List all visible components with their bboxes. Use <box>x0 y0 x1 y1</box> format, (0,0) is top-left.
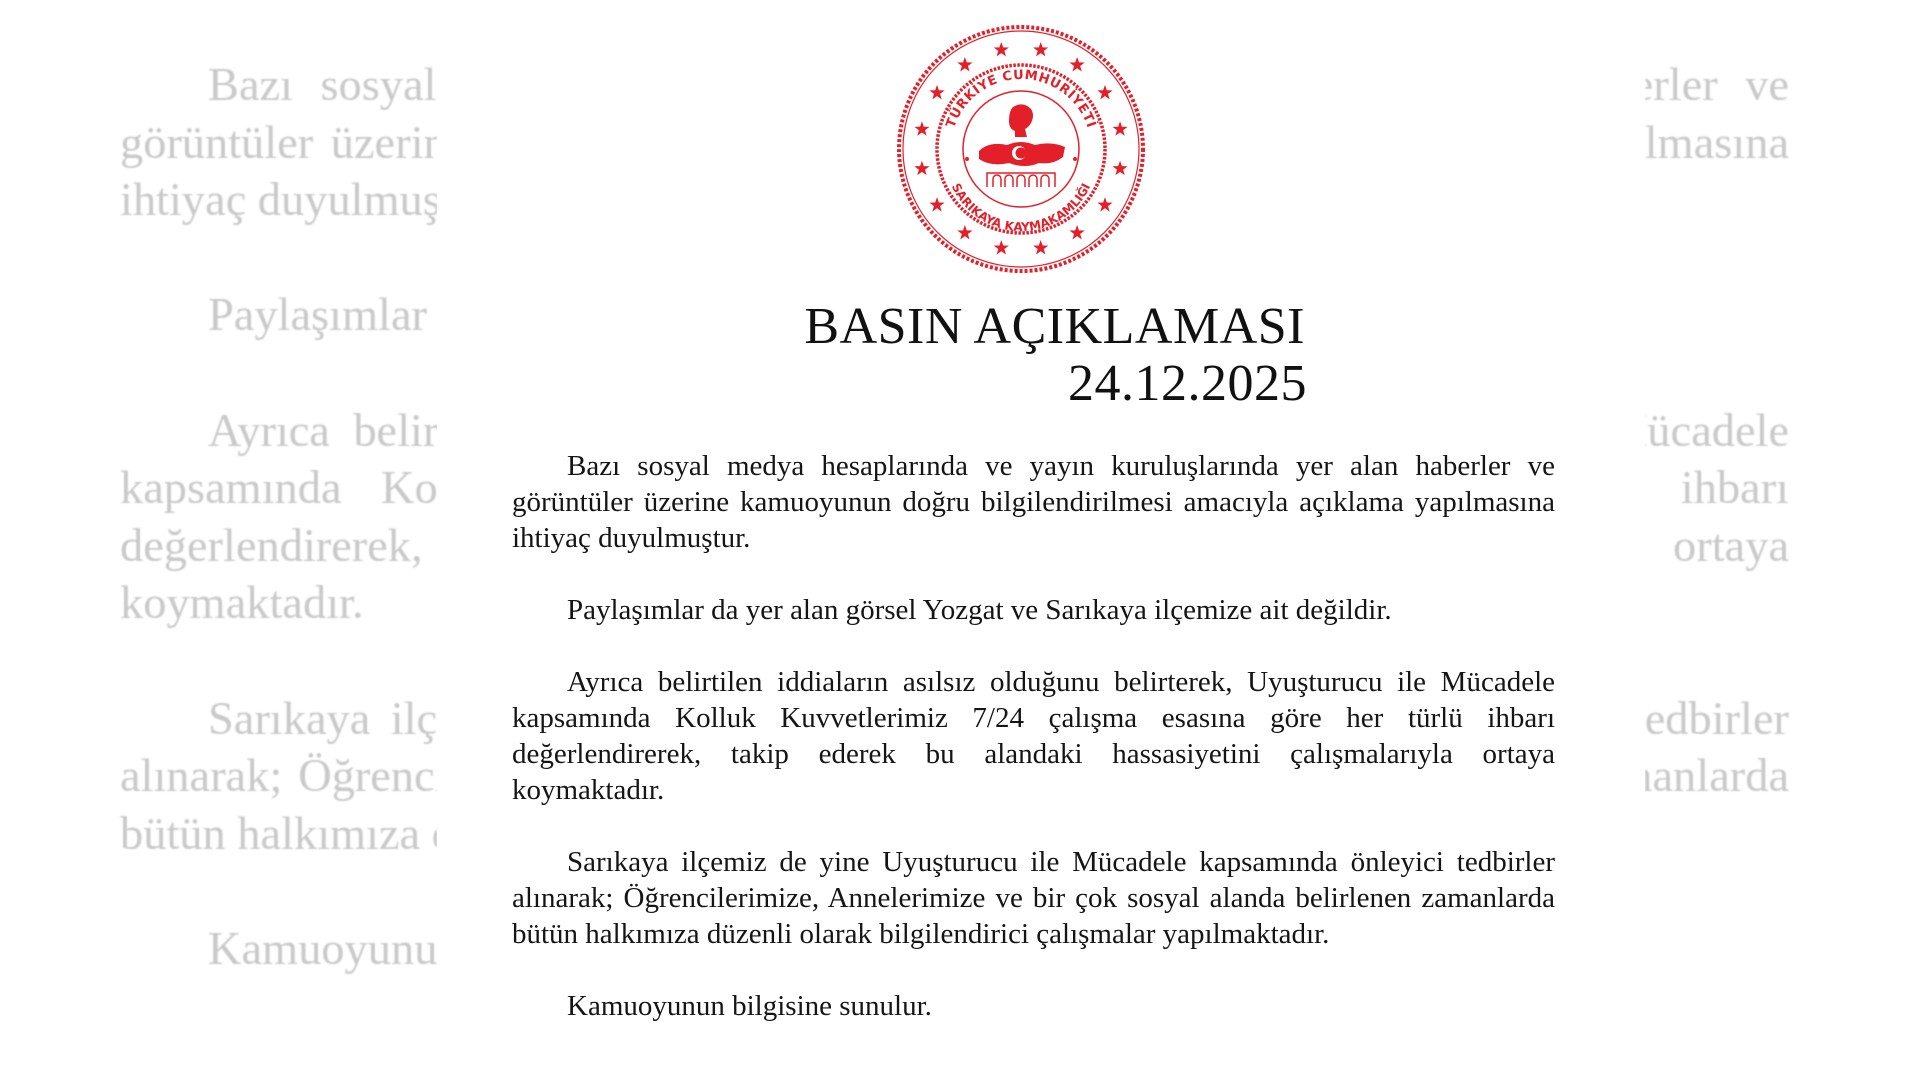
press-release-body <box>512 448 1555 1060</box>
star-icon <box>929 85 944 99</box>
star-icon <box>1070 225 1085 239</box>
star-icon <box>994 42 1009 56</box>
page-title: BASIN AÇIKLAMASI <box>804 298 1305 355</box>
star-icon <box>1033 42 1048 56</box>
document-date: 24.12.2025 <box>1068 355 1307 412</box>
star-icon <box>957 225 972 239</box>
star-icon <box>1112 121 1127 135</box>
paragraph: Sarıkaya ilçemiz de yine Uyuşturucu ile Mücadele kapsamında önleyici tedbirler alınarak; Öğrencilerimize, Annelerimize ve bir çok sosyal alanda belirlenen zamanlarda bütün halkımıza düzenli olarak bilgilendirici çalışmalar yapılmaktadır. <box>512 846 1555 950</box>
paragraph: Ayrıca belirtilen iddiaların asılsız olduğunu belirterek, Uyuşturucu ile Mücadele kapsamında Kolluk Kuvvetlerimiz 7/24 çalışma esasına göre her türlü ihbarı değerlendirerek, takip ederek bu alandaki hassasiyetini çalışmalarıyla ortaya koymaktadır. <box>512 666 1555 806</box>
svg-text:TÜRKİYE CUMHURİYETİ: TÜRKİYE CUMHURİYETİ <box>943 67 1099 130</box>
paragraph: Bazı sosyal medya hesaplarında ve yayın kuruluşlarında yer alan haberler ve görüntüler üzerine kamuoyunun doğru bilgilendirilmesi amacıyla açıklama yapılmasına ihtiyaç duyulmuştur. <box>512 450 1555 554</box>
star-icon <box>957 57 972 71</box>
star-icon <box>914 161 929 175</box>
star-icon <box>1033 240 1048 254</box>
star-icon <box>1097 85 1112 99</box>
svg-text:SARIKAYA KAYMAKAMLIĞI: SARIKAYA KAYMAKAMLIĞI <box>948 180 1094 235</box>
star-icon <box>1112 161 1127 175</box>
paragraph: Paylaşımlar da yer alan görsel Yozgat ve Sarıkaya ilçemize ait değildir. <box>567 594 1392 626</box>
star-icon <box>929 197 944 211</box>
star-icon <box>1070 57 1085 71</box>
star-icon <box>994 240 1009 254</box>
star-icon <box>1097 197 1112 211</box>
paragraph: Kamuoyunun bilgisine sunulur. <box>567 990 932 1022</box>
sarikaya-kaymakamligi-seal-logo <box>895 23 1147 275</box>
star-icon <box>914 121 929 135</box>
